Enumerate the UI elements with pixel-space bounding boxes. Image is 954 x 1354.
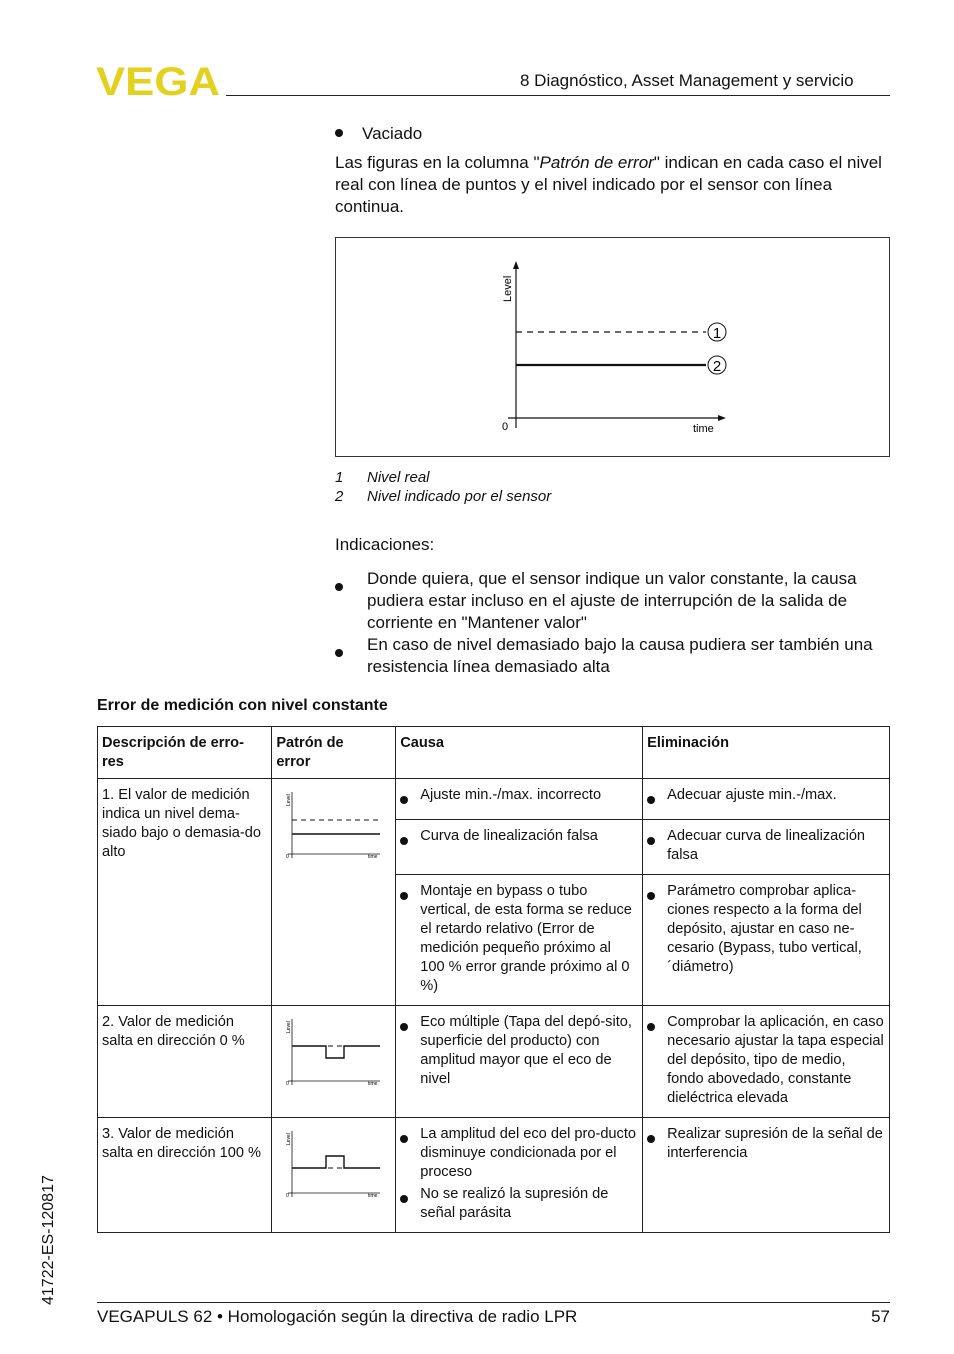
table-header-row [98, 727, 890, 779]
bullet-icon [400, 796, 408, 804]
svg-text:VEGA: VEGA [96, 64, 220, 98]
mini-time-label: time [368, 854, 378, 860]
bullet-icon [400, 1023, 408, 1031]
bullet-icon [647, 837, 655, 845]
section-title: Error de medición con nivel constante [97, 697, 388, 714]
pattern-jump-up-chart [276, 1125, 381, 1205]
row3-fix: Realizar supresión de la señal de interferencia [643, 1118, 890, 1233]
mini-level-label: Level [286, 1133, 293, 1145]
level-figure [335, 237, 890, 457]
table-row [98, 779, 890, 820]
mini-level-label: Level [286, 794, 293, 806]
row3-description: 3. Valor de medición salta en dirección 100 % [98, 1118, 272, 1233]
figure-legend [335, 468, 551, 506]
footer-title: VEGAPULS 62 • Homologación según la directiva de radio LPR [97, 1307, 578, 1326]
error-table [97, 726, 890, 1233]
document-code: 41722-ES-120817 [40, 1175, 57, 1305]
table-row [98, 1006, 890, 1118]
marker-1: 1 [712, 325, 722, 342]
indicaciones-list [335, 568, 891, 678]
header-section-title: 8 Diagnóstico, Asset Management y servicio [520, 71, 854, 90]
level-time-plot [336, 238, 889, 456]
row1-fix-3: Parámetro comprobar aplica-ciones respecto a la forma del depósito, ajustar en caso ne-cesario (Bypass, tubo vertical, ´diámetro) [643, 875, 890, 1006]
bullet-icon [335, 129, 343, 137]
legend-item: 2 Nivel indicado por el sensor [335, 488, 552, 505]
row2-description: 2. Valor de medición salta en dirección 0 % [98, 1006, 272, 1118]
sensor-level-line [292, 1156, 380, 1168]
header-descripcion: Descripción de erro- res [98, 727, 272, 779]
footer-rule [97, 1302, 890, 1303]
mini-zero-label: 0 [286, 1193, 290, 1199]
header-causa: Causa [396, 727, 643, 779]
mini-zero-label: 0 [286, 854, 290, 860]
bullet-icon [400, 837, 408, 845]
row2-cause: Eco múltiple (Tapa del depó-sito, superficie del producto) con amplitud mayor que el eco de nivel [396, 1006, 643, 1118]
mini-zero-label: 0 [286, 1081, 290, 1087]
bullet-icon [647, 892, 655, 900]
table-row [98, 1118, 890, 1233]
vega-logo [96, 64, 220, 98]
row1-cause-3: Montaje en bypass o tubo vertical, de esta forma se reduce el retardo relativo (Error de medición pequeño próximo al 100 % error grande próximo al 0 %) [396, 875, 643, 1006]
row1-fix-1: Adecuar ajuste min.-/max. [643, 779, 890, 820]
row3-causes: La amplitud del eco del pro-ducto disminuye condicionada por el proceso No se realizó la supresión de señal parásita [396, 1118, 643, 1233]
legend-item: 1 Nivel real [335, 469, 430, 486]
x-axis-arrow [718, 415, 726, 421]
row1-cause-1: Ajuste min.-/max. incorrecto [396, 779, 643, 820]
bullet-icon [647, 796, 655, 804]
header-patron: Patrón de error [272, 727, 396, 779]
bullet-icon [335, 649, 343, 657]
row1-cause-2: Curva de linealización falsa [396, 820, 643, 875]
marker-2: 2 [712, 358, 722, 375]
y-axis-label: Level [502, 275, 514, 302]
mini-level-label: Level [286, 1021, 293, 1033]
header-rule [226, 95, 890, 96]
header-eliminacion: Eliminación [643, 727, 890, 779]
bullet-vaciado: Vaciado [335, 123, 422, 145]
sensor-level-line [292, 1046, 380, 1058]
row3-pattern [272, 1118, 396, 1233]
row2-fix: Comprobar la aplicación, en caso necesario ajustar la tapa especial del depósito, tipo de medio, fondo abovedado, constante dieléctrica elevada [643, 1006, 890, 1118]
bullet-icon [335, 583, 343, 591]
bullet-icon [647, 1023, 655, 1031]
x-axis-label: time [693, 423, 714, 435]
pattern-constant-chart [276, 786, 381, 866]
list-item: Donde quiera, que el sensor indique un valor constante, la causa pudiera estar incluso en el ajuste de interrupción de la salida de corriente en "Mantener valor" [335, 568, 891, 634]
bullet-icon [400, 1195, 408, 1203]
intro-paragraph: Las figuras en la columna "Patrón de error" indican en cada caso el nivel real con línea de puntos y el nivel indicado por el sensor con línea continua. [335, 153, 882, 216]
page-number: 57 [871, 1307, 890, 1326]
mini-time-label: time [368, 1193, 378, 1199]
row1-fix-2: Adecuar curva de linealización falsa [643, 820, 890, 875]
pattern-jump-down-chart [276, 1013, 381, 1093]
y-axis-arrow [513, 261, 519, 269]
origin-label: 0 [502, 421, 509, 433]
bullet-icon [647, 1135, 655, 1143]
bullet-icon [400, 1135, 408, 1143]
mini-time-label: time [368, 1081, 378, 1087]
list-item: En caso de nivel demasiado bajo la causa pudiera ser también una resistencia línea demasiado alta [335, 634, 891, 678]
row1-pattern [272, 779, 396, 1006]
indicaciones-title: Indicaciones: [335, 535, 435, 554]
row1-description: 1. El valor de medición indica un nivel dema-siado bajo o demasia-do alto [98, 779, 272, 1006]
bullet-icon [400, 892, 408, 900]
row2-pattern [272, 1006, 396, 1118]
